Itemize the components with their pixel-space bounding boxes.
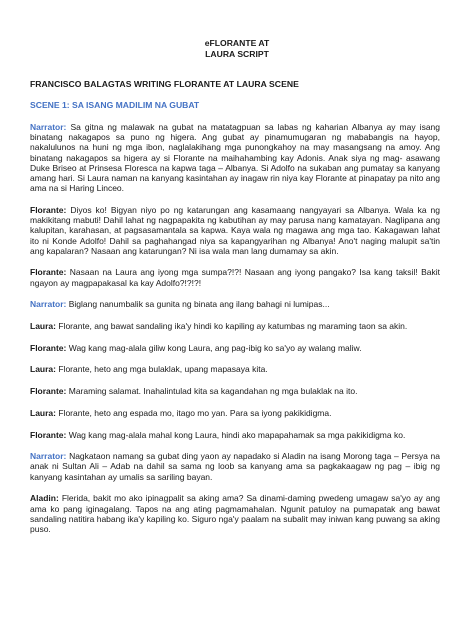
speaker-label: Florante:: [30, 267, 67, 278]
title-line-1: eFLORANTE AT: [204, 38, 270, 48]
speaker-label: Laura:: [30, 321, 56, 332]
speaker-label: Narrator:: [30, 299, 67, 310]
dialogue-text: Florante, ang bawat sandaling ika'y hindi ko kapiling ay katumbas ng maraming taon sa akin.: [58, 321, 408, 332]
section-heading: FRANCISCO BALAGTAS WRITING FLORANTE AT LAURA SCENE: [30, 79, 299, 89]
script-paragraph: [30, 299, 440, 309]
script-paragraph: [30, 386, 440, 396]
speaker-label: Florante:: [30, 386, 67, 397]
script-paragraph: [30, 267, 440, 287]
speaker-label: Aladin:: [30, 493, 59, 504]
speaker-label: Narrator:: [30, 451, 67, 462]
speaker-label: Narrator:: [30, 122, 67, 132]
title-line-2: LAURA SCRIPT: [205, 49, 269, 59]
script-paragraph: [30, 408, 440, 418]
speaker-label: Florante:: [30, 204, 67, 215]
script-paragraph: [30, 430, 440, 440]
dialogue-text: Nagkataon namang sa gubat ding yaon ay napadako si Aladin na isang Morong taga – Persya na anak ni Sultan Ali – Adab na dahil sa sama ng loob sa kanyang ama sa pagkakaagaw ng pag – ibig ng kanyang kasintahan ay umalis sa sariling bayan.: [30, 451, 440, 482]
scene-title: SCENE 1: SA ISANG MADILIM NA GUBAT: [30, 100, 200, 110]
dialogue-text: Florante, heto ang espada mo, itago mo yan. Para sa iyong pakikidigma.: [58, 407, 332, 418]
dialogue-text: Maraming salamat. Inahalintulad kita sa kagandahan ng mga bulaklak na ito.: [68, 386, 358, 397]
dialogue-text: Florante, heto ang mga bulaklak, upang mapasaya kita.: [58, 364, 268, 375]
script-paragraph: [30, 364, 440, 374]
dialogue-text: Flerida, bakit mo ako ipinagpalit sa aking ama? Sa dinami-daming pwedeng umagaw sa'yo ay ang ama ko pang iginagalang. Tapos na ang ating pagmamahalan. Ngunit patuloy na pumapatak ang bawat sandaling natitira habang ika'y kapiling ko. Siguro nga'y paalam na subalit may iniwan kang puwang sa aking puso.: [30, 493, 440, 534]
dialogue-text: Diyos ko! Bigyan niyo po ng katarungan ang kasamaang nangyayari sa Albanya. Wala ka ng makikitang mabuti! Dahil lahat ng nagpapakita ng kabutihan ay may parusa nang kamatayan. Naglipana ang kalupitan, karahasan, at pagsasamantala sa kapwa. Kaya wala ng magawa ang mga tao. Kakagawan lahat ito ni Konde Adolfo! Dahil sa paghahangad niya sa kapangyarihan ng Albanya! Ano't naging malupit sa'tin ang kapalaran? Nasaan ang katarungan? Ni isa wala man lang dumamay sa akin.: [30, 204, 440, 256]
script-paragraph: [30, 343, 440, 353]
dialogue-text: Wag kang mag-alala mahal kong Laura, hindi ako mapapahamak sa mga pakikidigma ko.: [68, 429, 406, 440]
speaker-label: Florante:: [30, 429, 67, 440]
dialogue-text: Biglang nanumbalik sa gunita ng binata ang ilang bahagi ni lumipas...: [68, 299, 330, 310]
dialogue-text: Wag kang mag-alala giliw kong Laura, ang pag-ibig ko sa'yo ay walang maliw.: [68, 342, 362, 353]
dialogue-text: Sa gitna ng malawak na gubat na matatagpuan sa labas ng kaharian Albanya ay may isang binatang nakagapos sa puno ng higera. Ang gubat ay pinamumugaran ng mababangis na hayop, nakalulunos na huni ng mga ibon, naglalakihang mga punongkahoy na may masangsang na amoy. Ang binatang nakagapos sa higera ay si Florante na maihahambing kay Adonis. Anak siya ng mag- asawang Duke Briseo at Prinsesa Floresca na kapwa taga – Albanya. Si Adolfo na sukaban ang pumatay sa kanyang amang hari. Si Laura naman na kanyang kasintahan ay inagaw rin niya kay Florante at pinapatay pa nito ang ama na si Haring Linceo.: [30, 122, 440, 194]
script-paragraph: [30, 493, 440, 534]
speaker-label: Laura:: [30, 407, 56, 418]
dialogue-text: Nasaan na Laura ang iyong mga sumpa?!?! Nasaan ang iyong pangako? Isa kang taksil! Bakit ngayon ay magpapakasal ka kay Adolfo?!?!?!: [30, 267, 440, 288]
script-paragraph: [30, 321, 440, 331]
speaker-label: Laura:: [30, 364, 56, 375]
script-paragraph: [30, 122, 440, 193]
speaker-label: Florante:: [30, 342, 67, 353]
document-title: [0, 38, 474, 60]
script-body: [30, 122, 440, 546]
script-paragraph: [30, 205, 440, 256]
script-paragraph: [30, 451, 440, 482]
